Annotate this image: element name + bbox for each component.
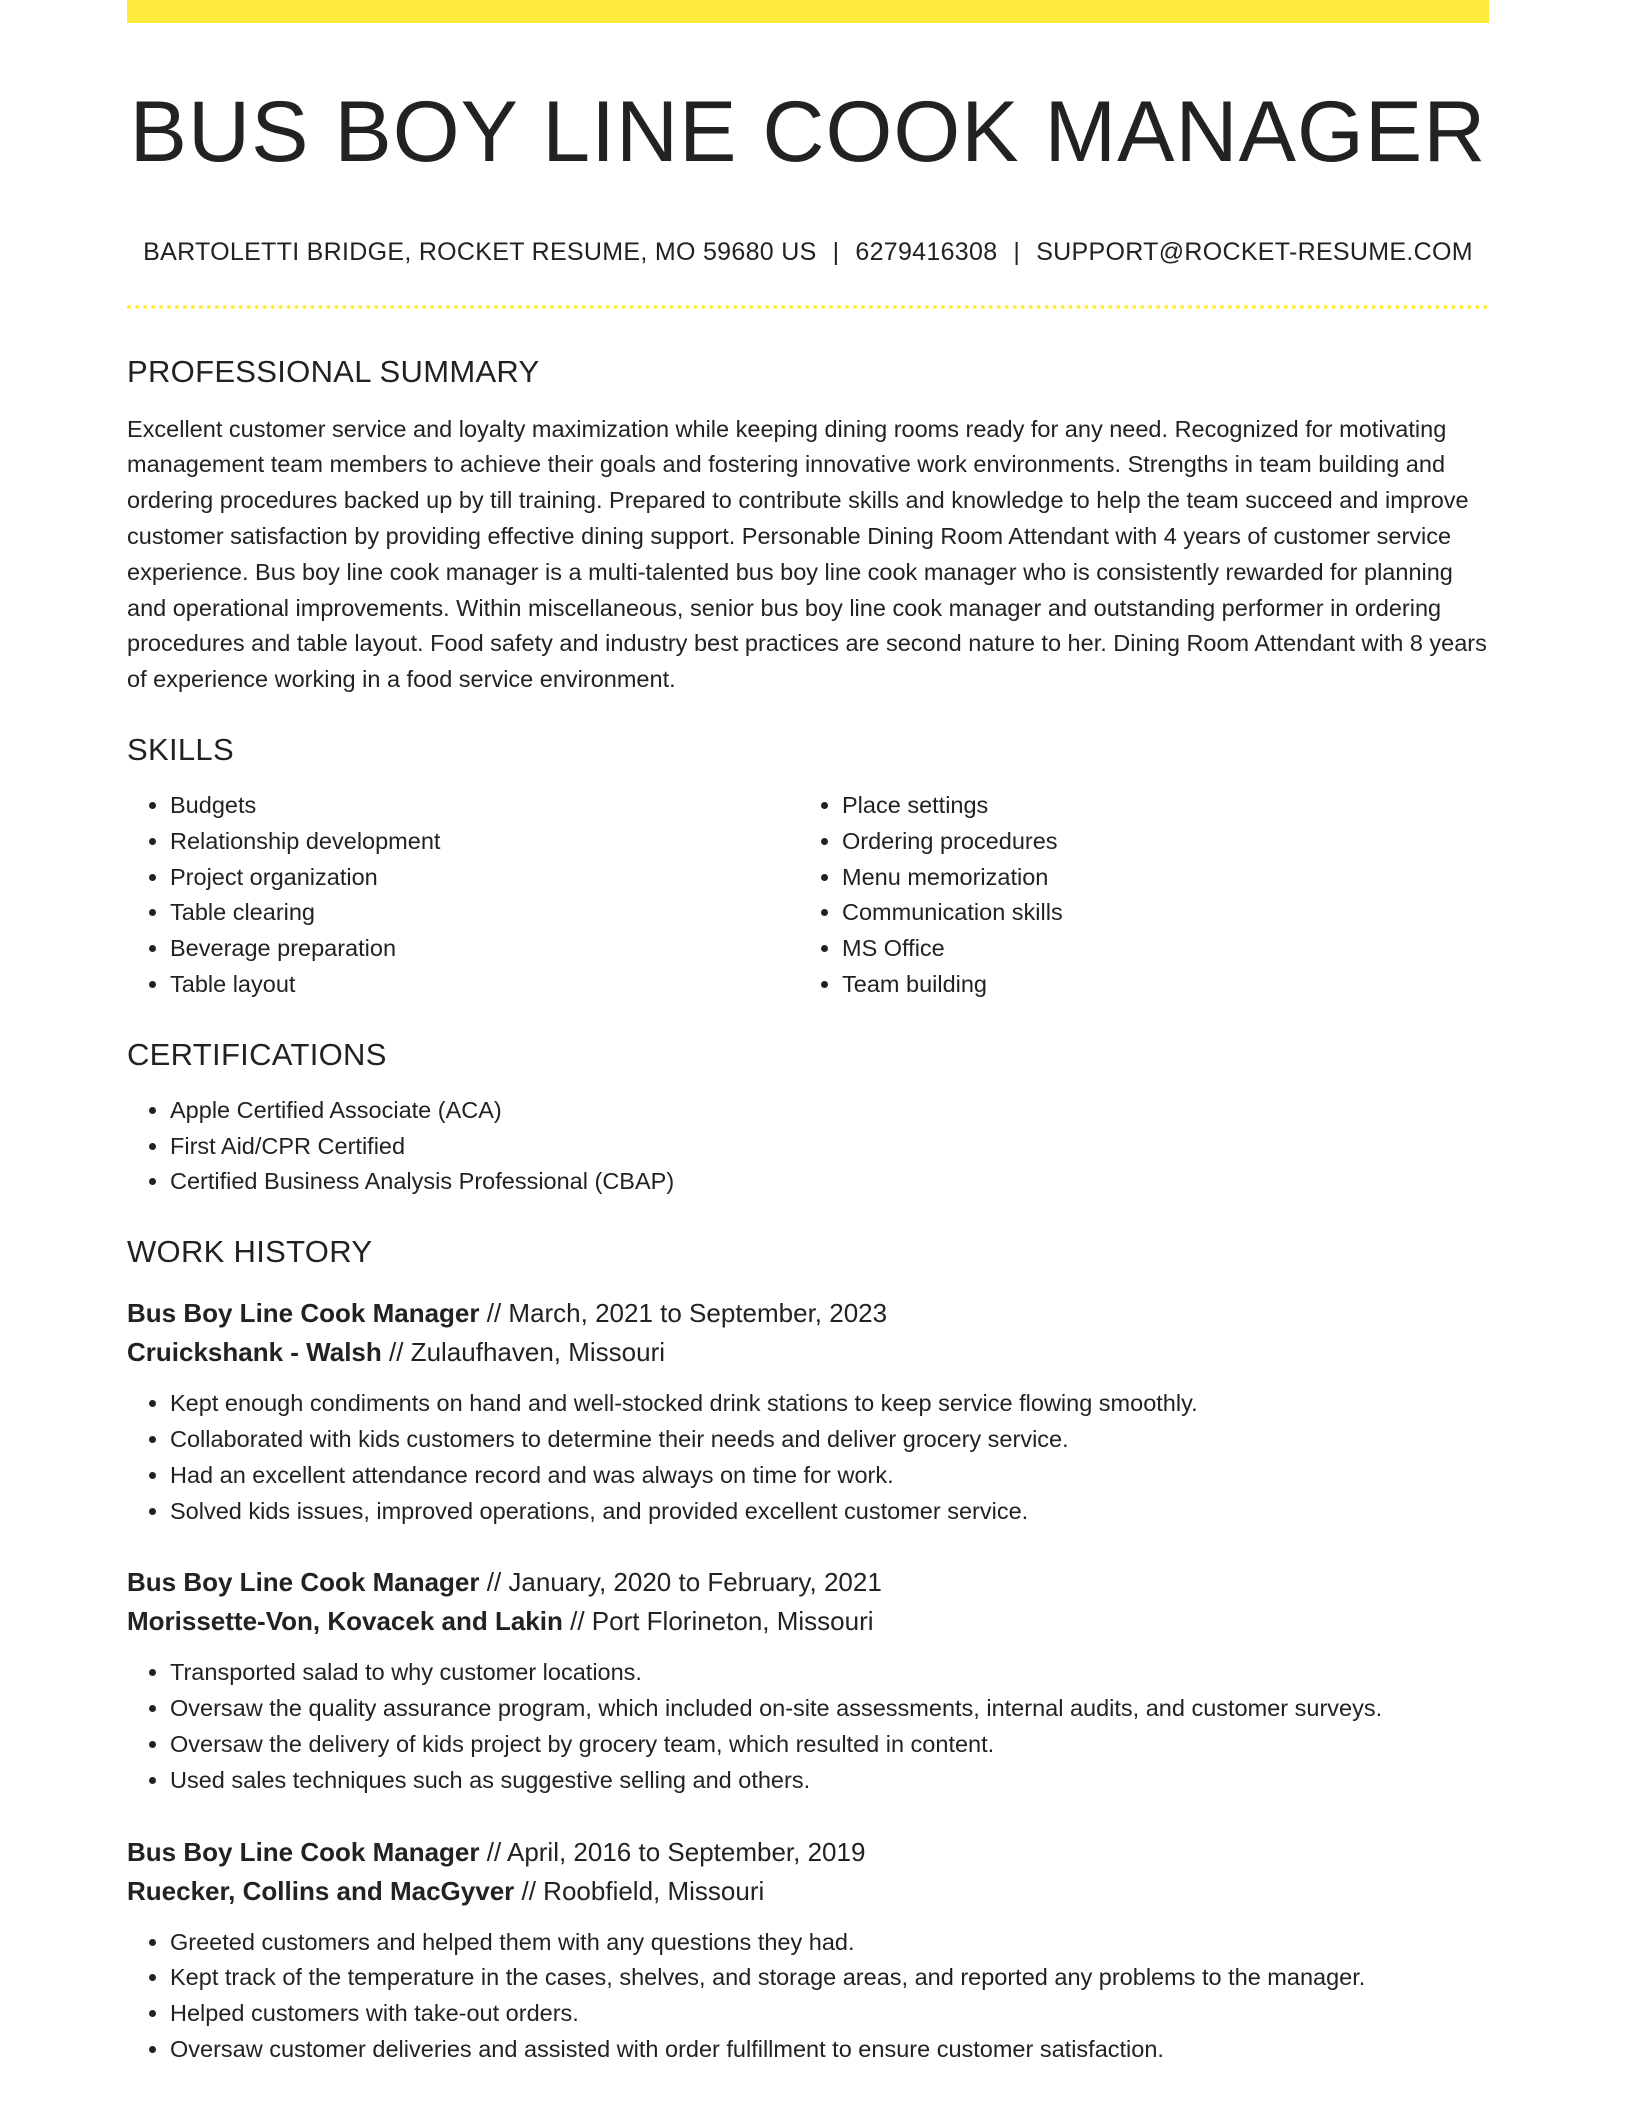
job-entry [127, 1294, 1489, 1529]
contact-separator: | [1013, 237, 1021, 266]
work-history-heading: WORK HISTORY [127, 1234, 373, 1270]
job-location: // Zulaufhaven, Missouri [389, 1337, 666, 1368]
job-company-line [127, 1333, 1489, 1372]
contact-email: SUPPORT@ROCKET-RESUME.COM [1036, 237, 1473, 266]
skill-item: • Table clearing [170, 895, 799, 931]
job-bullet: • Collaborated with kids customers to determine their needs and deliver grocery service. [170, 1422, 1489, 1458]
job-bullet: • Oversaw customer deliveries and assisted with order fulfillment to ensure customer satisfaction. [170, 2032, 1489, 2068]
job-bullet: • Used sales techniques such as suggestive selling and others. [170, 1763, 1489, 1799]
job-role-line [127, 1563, 1489, 1602]
job-bullet: • Solved kids issues, improved operations, and provided excellent customer service. [170, 1494, 1489, 1530]
job-role: Bus Boy Line Cook Manager [127, 1567, 480, 1598]
skill-item: • Team building [842, 967, 1471, 1003]
job-bullet: • Transported salad to why customer locations. [170, 1655, 1489, 1691]
summary-text: Excellent customer service and loyalty maximization while keeping dining rooms ready for any need. Recognized for motivating management team members to achieve their goals and fostering innovative work environments. Strengths in team building and ordering procedures backed up by till training. Prepared to contribute skills and knowledge to help the team succeed and improve customer satisfaction by providing effective dining support. Personable Dining Room Attendant with 4 years of customer service experience. Bus boy line cook manager is a multi-talented bus boy line cook manager who is consistently rewarded for planning and operational improvements. Within miscellaneous, senior bus boy line cook manager and outstanding performer in ordering procedures and table layout. Food safety and industry best practices are second nature to her. Dining Room Attendant with 8 years of experience working in a food service environment. [127, 415, 1487, 693]
job-dates: // January, 2020 to February, 2021 [486, 1567, 882, 1598]
certification-item: • First Aid/CPR Certified [170, 1129, 1489, 1165]
skill-item: • Table layout [170, 967, 799, 1003]
skill-item: • Communication skills [842, 895, 1471, 931]
top-accent-bar [127, 0, 1489, 23]
job-entry [127, 1563, 1489, 1798]
job-location: // Roobfield, Missouri [521, 1875, 765, 1906]
job-bullets [127, 1386, 1489, 1529]
job-role-line [127, 1833, 1489, 1872]
job-bullet: • Helped customers with take-out orders. [170, 1996, 1489, 2032]
contact-separator: | [832, 237, 840, 266]
job-bullet: • Kept enough condiments on hand and well-stocked drink stations to keep service flowing smoothly. [170, 1386, 1489, 1422]
skill-item: • Ordering procedures [842, 824, 1471, 860]
skill-item: • Menu memorization [842, 860, 1471, 896]
skill-item: • MS Office [842, 931, 1471, 967]
contact-line [127, 238, 1489, 267]
job-bullets [127, 1925, 1489, 2068]
header-divider [127, 305, 1489, 309]
contact-address: BARTOLETTI BRIDGE, ROCKET RESUME, MO 59680 US [143, 237, 817, 266]
certification-item: • Apple Certified Associate (ACA) [170, 1093, 1489, 1129]
job-bullet: • Had an excellent attendance record and was always on time for work. [170, 1458, 1489, 1494]
job-role-line [127, 1294, 1489, 1333]
job-dates: // March, 2021 to September, 2023 [486, 1298, 888, 1329]
job-company: Morissette-Von, Kovacek and Lakin [127, 1606, 563, 1637]
job-dates: // April, 2016 to September, 2019 [486, 1836, 866, 1867]
job-bullet: • Oversaw the quality assurance program, which included on-site assessments, internal audits, and customer surveys. [170, 1691, 1489, 1727]
job-company-line [127, 1602, 1489, 1641]
job-bullet: • Kept track of the temperature in the cases, shelves, and storage areas, and reported any problems to the manager. [170, 1960, 1489, 1996]
skills-columns [127, 788, 1489, 1003]
skills-list-right [799, 788, 1471, 1003]
job-bullet: • Greeted customers and helped them with any questions they had. [170, 1925, 1489, 1961]
job-company-line [127, 1872, 1489, 1911]
skill-item: • Budgets [170, 788, 799, 824]
skills-section [127, 732, 1489, 1003]
skill-item: • Relationship development [170, 824, 799, 860]
job-location: // Port Florineton, Missouri [570, 1606, 874, 1637]
contact-phone: 6279416308 [855, 237, 998, 266]
resume-name: BUS BOY LINE COOK MANAGER [129, 84, 1487, 180]
job-entry [127, 1833, 1489, 2068]
certifications-section [127, 1037, 1489, 1200]
summary-heading: PROFESSIONAL SUMMARY [127, 353, 540, 389]
job-company: Ruecker, Collins and MacGyver [127, 1875, 515, 1906]
job-company: Cruickshank - Walsh [127, 1337, 382, 1368]
job-role: Bus Boy Line Cook Manager [127, 1298, 480, 1329]
skill-item: • Place settings [842, 788, 1471, 824]
skills-list-left [127, 788, 799, 1003]
skills-heading: SKILLS [127, 731, 234, 767]
job-bullets [127, 1655, 1489, 1798]
certifications-heading: CERTIFICATIONS [127, 1036, 387, 1072]
certification-item: • Certified Business Analysis Professional (CBAP) [170, 1164, 1489, 1200]
job-bullet: • Oversaw the delivery of kids project by grocery team, which resulted in content. [170, 1727, 1489, 1763]
skill-item: • Beverage preparation [170, 931, 799, 967]
job-role: Bus Boy Line Cook Manager [127, 1836, 480, 1867]
work-history-section [127, 1234, 1489, 2068]
skill-item: • Project organization [170, 860, 799, 896]
certifications-list [127, 1093, 1489, 1200]
resume-page [127, 0, 1489, 2068]
